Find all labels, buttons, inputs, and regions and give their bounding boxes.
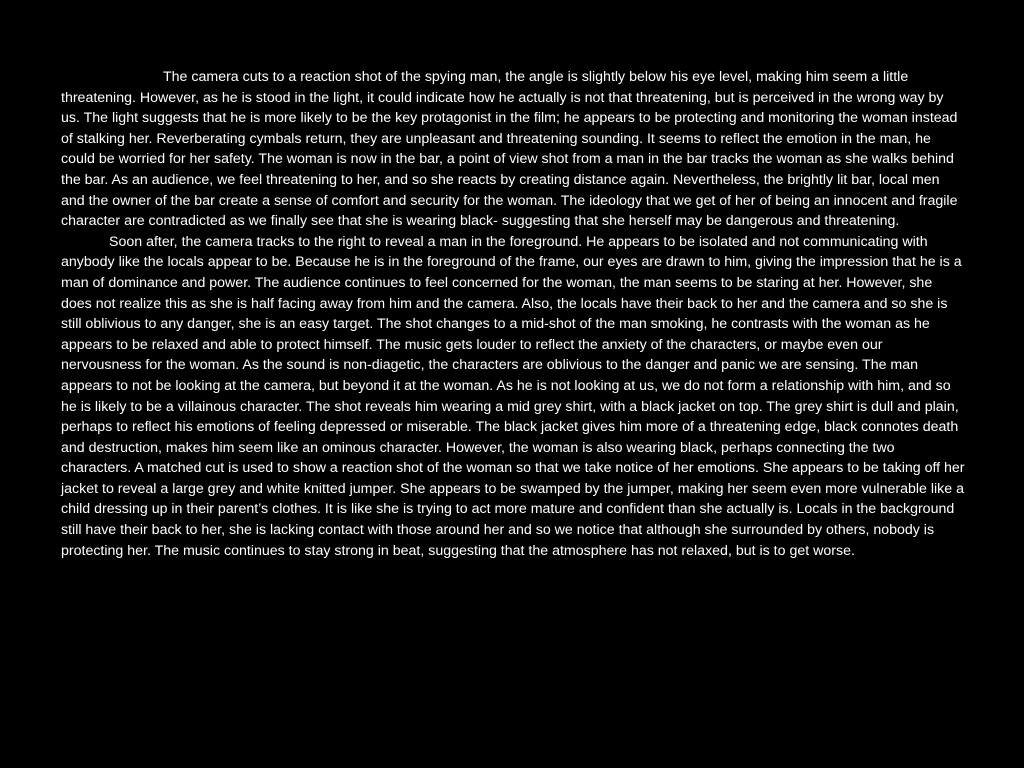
paragraph-camera-tracks: Soon after, the camera tracks to the right to reveal a man in the foreground. He appears to be isolated and not communicating with anybody like the locals appear to be. Because he is in the foreground of the frame, our eyes are drawn to him, giving the impression that he is a man of dominance and power. The audience continues to feel concerned for the woman, the man seems to be staring at her. However, she does not realize this as she is half facing away from him and the camera. Also, the locals have their back to her and the camera and so she is still oblivious to any danger, she is an easy target. The shot changes to a mid-shot of the man smoking, he contrasts with the woman as he appears to be relaxed and able to protect himself. The music gets louder to reflect the anxiety of the characters, or maybe even our nervousness for the woman. As the sound is non-diagetic, the characters are oblivious to the danger and panic we are sensing. The man appears to not be looking at the camera, but beyond it at the woman. As he is not looking at us, we do not form a relationship with him, and so he is likely to be a villainous character. The shot reveals him wearing a mid grey shirt, with a black jacket on top. The grey shirt is dull and plain, perhaps to reflect his emotions of feeling depressed or miserable. The black jacket gives him more of a threatening edge, black connotes death and destruction, makes him seem like an ominous character. However, the woman is also wearing black, perhaps connecting the two characters. A matched cut is used to show a reaction shot of the woman so that we take notice of her emotions. She appears to be taking off her jacket to reveal a large grey and white knitted jumper. She appears to be swamped by the jumper, making her seem even more vulnerable like a child dressing up in their parent’s clothes. It is like she is trying to act more mature and confident than she actually is. Locals in the background still have their back to her, she is lacking contact with those around her and so we notice that although she surrounded by others, nobody is protecting her. The music continues to stay strong in beat, suggesting that the atmosphere has not relaxed, but is to get worse. [61, 233, 965, 559]
text-body [61, 67, 966, 561]
paragraph-reaction-shot: The camera cuts to a reaction shot of the spying man, the angle is slightly below his eye level, making him seem a little threatening. However, as he is stood in the light, it could indicate how he actually is not that threatening, but is perceived in the wrong way by us. The light suggests that he is more likely to be the key protagonist in the film; he appears to be protecting and monitoring the woman instead of stalking her. Reverberating cymbals return, they are unpleasant and threatening sounding. It seems to reflect the emotion in the man, he could be worried for her safety. The woman is now in the bar, a point of view shot from a man in the bar tracks the woman as she walks behind the bar. As an audience, we feel threatening to her, and so she reacts by creating distance again. Nevertheless, the brightly lit bar, local men and the owner of the bar create a sense of comfort and security for the woman. The ideology that we get of her of being an innocent and fragile character are contradicted as we finally see that she is wearing black- suggesting that she herself may be dangerous and threatening. [61, 69, 958, 230]
